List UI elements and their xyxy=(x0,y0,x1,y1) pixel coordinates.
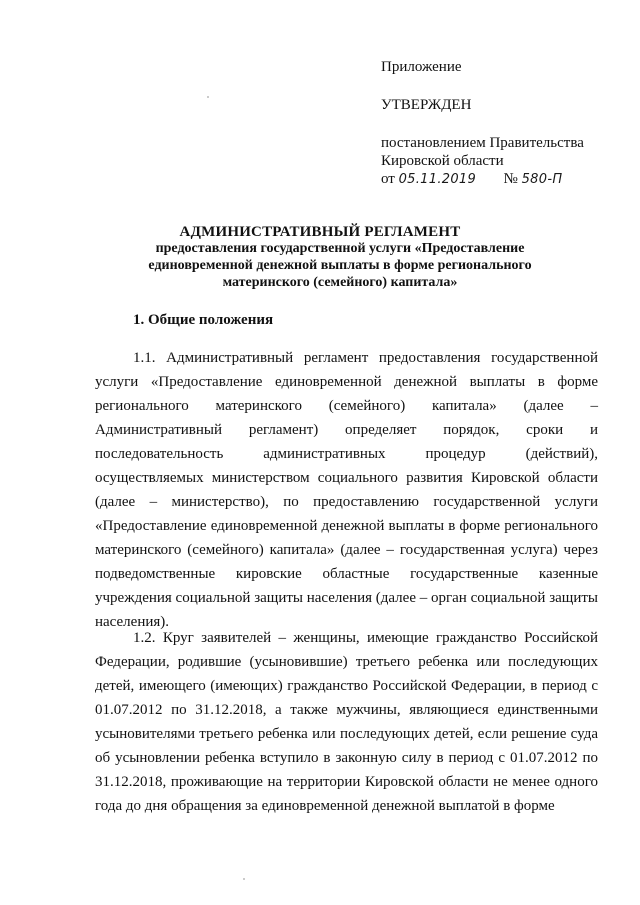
scan-speck xyxy=(207,96,209,98)
date-prefix: от xyxy=(381,171,395,187)
appendix-block xyxy=(381,58,621,189)
appendix-label: Приложение xyxy=(381,59,462,75)
handwritten-number: 580-П xyxy=(521,172,563,187)
section-heading: 1. Общие положения xyxy=(133,312,274,328)
paragraph-1-2: 1.2. Круг заявителей – женщины, имеющие гражданство Российской Федерации, родившие (усыновившие) третьего ребенка или последующих детей, имеющего (имеющих) гражданство Российской Федерации, в период с 01.07.2012 по 31.12.2018, а также мужчины, являющиеся единственными усыновителями третьего ребенка или последующих детей, если решение суда об усыновлении ребенка вступило в законную силу в период с 01.07.2012 по 31.12.2018, проживающие на территории Кировской области не менее одного года до дня обращения за единовременной денежной выплатой в форме xyxy=(95,630,598,814)
number-prefix: № xyxy=(503,171,518,187)
scan-speck xyxy=(243,878,245,880)
document-title: АДМИНИСТРАТИВНЫЙ РЕГЛАМЕНТ xyxy=(179,224,461,240)
decree-line-2: Кировской области xyxy=(381,153,504,169)
document-subtitle: предоставления государственной услуги «Предоставление единовременной денежной выплаты в форме регионального материнского (семейного) капитала» xyxy=(148,241,532,290)
decree-reference xyxy=(381,134,621,189)
handwritten-date: 05.11.2019 xyxy=(398,172,477,187)
decree-line-1: постановлением Правительства xyxy=(381,135,584,151)
decree-date-number-row xyxy=(381,170,621,189)
approved-stamp-text: УТВЕРЖДЕН xyxy=(381,97,472,113)
paragraph-1-1: 1.1. Административный регламент предоставления государственной услуги «Предоставление единовременной денежной выплаты в форме регионального материнского (семейного) капитала» (далее – Административный регламент) определяет порядок, сроки и последовательность административных процедур (действий), осуществляемых министерством социального развития Кировской области (далее – министерство), по предоставлению государственной услуги «Предоставление единовременной денежной выплаты в форме регионального материнского (семейного) капитала» (далее – государственная услуга) через подведомственные кировские областные государственные казенные учреждения социальной защиты населения (далее – орган социальной защиты населения). xyxy=(95,350,598,630)
